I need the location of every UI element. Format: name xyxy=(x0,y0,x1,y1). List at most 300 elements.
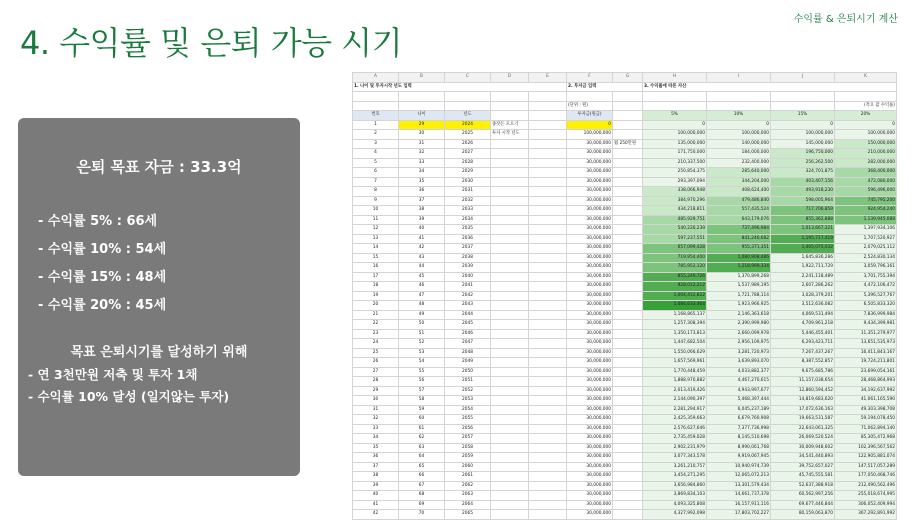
table-cell[interactable]: 0 xyxy=(771,120,835,130)
table-cell[interactable]: 210,000,000 xyxy=(835,149,897,159)
table-cell[interactable]: 30,000,000 xyxy=(567,215,613,225)
table-cell[interactable]: 30,000,000 xyxy=(567,187,613,197)
table-cell[interactable] xyxy=(529,424,567,434)
table-cell[interactable]: 855,362,888 xyxy=(771,215,835,225)
table-cell[interactable]: 58 xyxy=(399,396,445,406)
table-cell[interactable]: 35 xyxy=(353,443,399,453)
table-cell[interactable]: 344,204,000 xyxy=(707,177,771,187)
table-cell[interactable] xyxy=(613,320,643,330)
table-cell[interactable]: 4 xyxy=(353,149,399,159)
table-cell[interactable]: 1,195,717,419 xyxy=(771,234,835,244)
table-cell[interactable]: 2065 xyxy=(445,510,491,520)
table-cell[interactable]: 2,735,459,028 xyxy=(643,434,707,444)
table-cell[interactable]: 23,699,054,161 xyxy=(835,367,897,377)
table-cell[interactable]: 30,000,000 xyxy=(567,291,613,301)
table-cell[interactable]: 41 xyxy=(399,234,445,244)
table-cell[interactable]: 3,701,755,394 xyxy=(835,272,897,282)
table-cell[interactable] xyxy=(491,253,529,263)
table-cell[interactable]: 45,745,555,581 xyxy=(771,472,835,482)
table-cell[interactable]: 6,293,423,711 xyxy=(771,339,835,349)
table-cell[interactable]: 30,000,000 xyxy=(567,500,613,510)
table-cell[interactable]: 2056 xyxy=(445,424,491,434)
table-cell[interactable]: 26 xyxy=(353,358,399,368)
table-cell[interactable]: 855,249,726 xyxy=(643,272,707,282)
table-cell[interactable]: 2058 xyxy=(445,443,491,453)
table-cell[interactable]: 71,062,894,140 xyxy=(835,424,897,434)
table-cell[interactable]: 100,000,000 xyxy=(707,130,771,140)
table-cell[interactable]: 5,396,527,767 xyxy=(835,291,897,301)
table-cell[interactable] xyxy=(613,196,643,206)
table-cell[interactable]: 30,000,000 xyxy=(567,177,613,187)
table-cell[interactable]: 147,517,057,289 xyxy=(835,462,897,472)
table-cell[interactable]: 196,750,000 xyxy=(771,149,835,159)
table-cell[interactable]: 4,327,992,098 xyxy=(643,510,707,520)
table-cell[interactable]: 61 xyxy=(399,424,445,434)
table-cell[interactable]: 2047 xyxy=(445,339,491,349)
table-cell[interactable] xyxy=(613,491,643,501)
table-cell[interactable]: 17,072,636,163 xyxy=(771,405,835,415)
section-title[interactable]: 1. 나이 및 투자시작 년도 입력 xyxy=(353,82,567,92)
table-cell[interactable] xyxy=(613,215,643,225)
table-cell[interactable]: 2,079,025,112 xyxy=(835,244,897,254)
table-cell[interactable]: 2031 xyxy=(445,187,491,197)
table-cell[interactable]: 3,059,796,161 xyxy=(835,263,897,273)
table-cell[interactable]: 30,000,000 xyxy=(567,405,613,415)
table-cell[interactable]: 30,000,000 xyxy=(567,168,613,178)
table-cell[interactable]: 30,000,000 xyxy=(567,158,613,168)
rate-note[interactable]: (적요 값 수익률) xyxy=(835,101,897,111)
column-header[interactable]: G xyxy=(613,73,643,83)
table-cell[interactable] xyxy=(491,424,529,434)
table-cell[interactable]: 30,000,000 xyxy=(567,234,613,244)
table-cell[interactable] xyxy=(491,310,529,320)
table-cell[interactable]: 177,050,468,746 xyxy=(835,472,897,482)
table-cell[interactable]: 56 xyxy=(399,377,445,387)
table-cell[interactable]: 597,237,551 xyxy=(643,234,707,244)
table-cell[interactable]: 2025 xyxy=(445,130,491,140)
table-cell[interactable]: 2043 xyxy=(445,301,491,311)
table-cell[interactable] xyxy=(613,120,643,130)
table-cell[interactable]: 1,218,999,334 xyxy=(707,263,771,273)
table-cell[interactable]: 30,000,000 xyxy=(567,149,613,159)
table-cell[interactable]: 408,624,400 xyxy=(707,187,771,197)
table-cell[interactable] xyxy=(613,339,643,349)
table-cell[interactable] xyxy=(613,149,643,159)
table-cell[interactable]: 38 xyxy=(353,472,399,482)
table-cell[interactable]: 785,952,120 xyxy=(643,263,707,273)
table-cell[interactable]: 2061 xyxy=(445,472,491,482)
table-cell[interactable] xyxy=(613,310,643,320)
table-cell[interactable]: 30,000,000 xyxy=(567,396,613,406)
table-cell[interactable] xyxy=(491,329,529,339)
table-cell[interactable] xyxy=(613,177,643,187)
table-cell[interactable]: 37 xyxy=(353,462,399,472)
table-cell[interactable]: 737,496,984 xyxy=(707,225,771,235)
table-cell[interactable] xyxy=(491,168,529,178)
table-cell[interactable] xyxy=(529,396,567,406)
table-cell[interactable]: 3,028,379,201 xyxy=(771,291,835,301)
table-cell[interactable] xyxy=(529,405,567,415)
column-header[interactable]: K xyxy=(835,73,897,83)
table-cell[interactable]: 1 xyxy=(353,120,399,130)
table-cell[interactable] xyxy=(613,282,643,292)
table-cell[interactable] xyxy=(529,177,567,187)
table-cell[interactable]: 2053 xyxy=(445,396,491,406)
table-cell[interactable]: 171,750,000 xyxy=(643,149,707,159)
table-cell[interactable]: 51 xyxy=(399,329,445,339)
table-cell[interactable]: 55 xyxy=(399,367,445,377)
table-cell[interactable]: 1,013,667,321 xyxy=(771,225,835,235)
table-cell[interactable] xyxy=(613,510,643,520)
table-cell[interactable]: 월 250만원 xyxy=(613,139,643,149)
table-cell[interactable] xyxy=(613,130,643,140)
table-cell[interactable] xyxy=(529,377,567,387)
table-cell[interactable] xyxy=(491,177,529,187)
table-cell[interactable]: 596,496,000 xyxy=(835,187,897,197)
table-cell[interactable] xyxy=(491,377,529,387)
table-cell[interactable]: 30,000,000 xyxy=(567,263,613,273)
table-cell[interactable]: 21 xyxy=(353,310,399,320)
table-cell[interactable] xyxy=(529,168,567,178)
table-cell[interactable]: 2029 xyxy=(445,168,491,178)
table-cell[interactable] xyxy=(613,253,643,263)
unit-note[interactable]: (단위 : 원) xyxy=(567,101,613,111)
table-cell[interactable]: 2035 xyxy=(445,225,491,235)
table-cell[interactable]: 20 xyxy=(353,301,399,311)
table-cell[interactable]: 48 xyxy=(399,301,445,311)
section-title[interactable]: 2. 투자금 입력 xyxy=(567,82,643,92)
table-cell[interactable]: 30,000,000 xyxy=(567,462,613,472)
table-cell[interactable]: 64 xyxy=(399,453,445,463)
table-cell[interactable] xyxy=(529,253,567,263)
table-cell[interactable]: 719,954,400 xyxy=(643,253,707,263)
table-cell[interactable] xyxy=(491,234,529,244)
table-cell[interactable]: 68 xyxy=(399,491,445,501)
table-cell[interactable]: 2,956,109,975 xyxy=(707,339,771,349)
table-cell[interactable]: 52,637,388,918 xyxy=(771,481,835,491)
table-cell[interactable]: 28 xyxy=(353,377,399,387)
table-cell[interactable]: 4,033,882,377 xyxy=(707,367,771,377)
table-cell[interactable]: 30,000,000 xyxy=(567,320,613,330)
table-cell[interactable]: 39 xyxy=(399,215,445,225)
table-cell[interactable]: 57 xyxy=(399,386,445,396)
column-header[interactable]: D xyxy=(491,73,529,83)
table-cell[interactable]: 10,940,974,739 xyxy=(707,462,771,472)
table-cell[interactable] xyxy=(529,215,567,225)
column-header[interactable]: H xyxy=(643,73,707,83)
table-cell[interactable]: 59,194,078,450 xyxy=(835,415,897,425)
table-cell[interactable]: 2060 xyxy=(445,462,491,472)
table-cell[interactable]: 1,888,970,882 xyxy=(643,377,707,387)
table-cell[interactable] xyxy=(491,187,529,197)
table-cell[interactable] xyxy=(613,367,643,377)
table-cell[interactable] xyxy=(491,472,529,482)
table-cell[interactable]: 39,752,657,027 xyxy=(771,462,835,472)
table-cell[interactable] xyxy=(491,491,529,501)
table-cell[interactable]: 30,000,000 xyxy=(567,472,613,482)
table-cell[interactable]: 1,770,448,459 xyxy=(643,367,707,377)
table-cell[interactable]: 13 xyxy=(353,234,399,244)
table-cell[interactable]: 11,157,038,654 xyxy=(771,377,835,387)
table-cell[interactable] xyxy=(491,291,529,301)
table-cell[interactable]: 13,301,579,434 xyxy=(707,481,771,491)
table-cell[interactable]: 384,970,296 xyxy=(643,196,707,206)
table-cell[interactable]: 25 xyxy=(353,348,399,358)
table-cell[interactable]: 9,919,067,945 xyxy=(707,453,771,463)
table-cell[interactable] xyxy=(491,500,529,510)
table-cell[interactable] xyxy=(529,472,567,482)
table-cell[interactable]: 65 xyxy=(399,462,445,472)
table-cell[interactable]: 30,000,000 xyxy=(567,481,613,491)
table-cell[interactable]: 30,000,000 xyxy=(567,348,613,358)
column-header[interactable]: J xyxy=(771,73,835,83)
table-cell[interactable]: 30,000,000 xyxy=(567,301,613,311)
table-cell[interactable] xyxy=(491,244,529,254)
table-cell[interactable]: 1,139,945,088 xyxy=(835,215,897,225)
table-cell[interactable]: 1,350,173,813 xyxy=(643,329,707,339)
table-cell[interactable]: 30,000,000 xyxy=(567,329,613,339)
column-header[interactable]: B xyxy=(399,73,445,83)
table-cell[interactable]: 1,707,520,927 xyxy=(835,234,897,244)
table-cell[interactable]: 26,069,520,524 xyxy=(771,434,835,444)
table-cell[interactable]: 2052 xyxy=(445,386,491,396)
table-cell[interactable]: 11,351,279,977 xyxy=(835,329,897,339)
table-cell[interactable] xyxy=(491,481,529,491)
table-cell[interactable]: 15 xyxy=(353,253,399,263)
table-cell[interactable]: 30,000,000 xyxy=(567,415,613,425)
table-cell[interactable]: 1,657,569,961 xyxy=(643,358,707,368)
table-cell[interactable]: 479,486,840 xyxy=(707,196,771,206)
table-cell[interactable]: 19,724,211,801 xyxy=(835,358,897,368)
table-cell[interactable]: 1,922,711,729 xyxy=(771,263,835,273)
table-cell[interactable]: 3,639,893,070 xyxy=(707,358,771,368)
table-cell[interactable]: 485,929,751 xyxy=(643,215,707,225)
table-cell[interactable]: 928,012,212 xyxy=(643,282,707,292)
table-cell[interactable]: 434,218,811 xyxy=(643,206,707,216)
table-cell[interactable]: 2040 xyxy=(445,272,491,282)
table-cell[interactable]: 4,472,106,472 xyxy=(835,282,897,292)
table-cell[interactable]: 9 xyxy=(353,196,399,206)
table-cell[interactable]: 38 xyxy=(399,206,445,216)
table-cell[interactable] xyxy=(529,263,567,273)
table-cell[interactable] xyxy=(529,301,567,311)
table-cell[interactable]: 43 xyxy=(399,253,445,263)
table-cell[interactable]: 47 xyxy=(399,291,445,301)
table-cell[interactable] xyxy=(529,358,567,368)
table-cell[interactable]: 924,954,240 xyxy=(835,206,897,216)
table-cell[interactable]: 34 xyxy=(399,168,445,178)
table-cell[interactable]: 140,000,000 xyxy=(707,139,771,149)
table-cell[interactable] xyxy=(491,282,529,292)
table-cell[interactable]: 49 xyxy=(399,310,445,320)
table-cell[interactable]: 598,005,964 xyxy=(771,196,835,206)
table-cell[interactable] xyxy=(613,443,643,453)
table-cell[interactable]: 2049 xyxy=(445,358,491,368)
table-cell[interactable] xyxy=(491,415,529,425)
table-cell[interactable] xyxy=(529,158,567,168)
table-cell[interactable] xyxy=(491,320,529,330)
table-cell[interactable]: 2057 xyxy=(445,434,491,444)
table-cell[interactable] xyxy=(491,443,529,453)
table-cell[interactable]: 19,663,531,587 xyxy=(771,415,835,425)
table-cell[interactable]: 30,000,000 xyxy=(567,367,613,377)
table-cell[interactable]: 232,400,000 xyxy=(707,158,771,168)
table-cell[interactable]: 2064 xyxy=(445,500,491,510)
table-cell[interactable] xyxy=(491,158,529,168)
table-cell[interactable] xyxy=(491,367,529,377)
table-cell[interactable]: 23 xyxy=(353,329,399,339)
table-cell[interactable] xyxy=(613,329,643,339)
table-cell[interactable]: 50 xyxy=(399,320,445,330)
table-cell[interactable]: 2,144,090,397 xyxy=(643,396,707,406)
table-cell[interactable]: 32 xyxy=(353,415,399,425)
table-cell[interactable]: 540,226,239 xyxy=(643,225,707,235)
table-cell[interactable] xyxy=(613,396,643,406)
table-cell[interactable]: 35 xyxy=(399,177,445,187)
table-cell[interactable]: 30,000,000 xyxy=(567,434,613,444)
table-cell[interactable]: 16 xyxy=(353,263,399,273)
table-cell[interactable] xyxy=(613,472,643,482)
table-cell[interactable]: 66 xyxy=(399,472,445,482)
table-cell[interactable] xyxy=(613,187,643,197)
table-cell[interactable] xyxy=(529,386,567,396)
table-cell[interactable] xyxy=(613,424,643,434)
table-cell[interactable]: 3,281,720,973 xyxy=(707,348,771,358)
table-cell[interactable] xyxy=(529,367,567,377)
table-cell[interactable] xyxy=(613,158,643,168)
table-cell[interactable]: 2055 xyxy=(445,415,491,425)
table-cell[interactable]: 14,819,683,620 xyxy=(771,396,835,406)
table-cell[interactable]: 7 xyxy=(353,177,399,187)
table-cell[interactable]: 6,505,833,320 xyxy=(835,301,897,311)
table-cell[interactable]: 34,192,637,992 xyxy=(835,386,897,396)
table-cell[interactable]: 2048 xyxy=(445,348,491,358)
table-cell[interactable]: 85,305,472,968 xyxy=(835,434,897,444)
table-cell[interactable]: 30,000,000 xyxy=(567,386,613,396)
table-cell[interactable] xyxy=(613,386,643,396)
table-cell[interactable]: 8,387,552,857 xyxy=(771,358,835,368)
table-cell[interactable] xyxy=(491,206,529,216)
table-cell[interactable]: 2042 xyxy=(445,291,491,301)
table-cell[interactable]: 62 xyxy=(399,434,445,444)
table-cell[interactable]: 30,000,000 xyxy=(567,510,613,520)
table-cell[interactable] xyxy=(613,405,643,415)
table-cell[interactable]: 14,661,737,378 xyxy=(707,491,771,501)
table-cell[interactable]: 6 xyxy=(353,168,399,178)
table-cell[interactable]: 46 xyxy=(399,282,445,292)
table-cell[interactable]: 30 xyxy=(353,396,399,406)
table-cell[interactable]: 10 xyxy=(353,206,399,216)
table-cell[interactable]: 69,677,446,844 xyxy=(771,500,835,510)
table-cell[interactable] xyxy=(613,301,643,311)
table-cell[interactable] xyxy=(613,453,643,463)
table-cell[interactable] xyxy=(529,320,567,330)
table-cell[interactable]: 4,709,961,218 xyxy=(771,320,835,330)
table-cell[interactable]: 5,468,397,444 xyxy=(707,396,771,406)
table-cell[interactable]: 1,168,865,137 xyxy=(643,310,707,320)
table-cell[interactable]: 30,000,000 xyxy=(567,453,613,463)
table-cell[interactable]: 19 xyxy=(353,291,399,301)
table-cell[interactable] xyxy=(529,510,567,520)
table-cell[interactable]: 17,803,702,227 xyxy=(707,510,771,520)
table-cell[interactable] xyxy=(529,329,567,339)
head-label[interactable]: 투자금(원금) xyxy=(567,111,613,121)
table-cell[interactable]: 643,179,076 xyxy=(707,215,771,225)
table-cell[interactable]: 2032 xyxy=(445,196,491,206)
column-header[interactable]: A xyxy=(353,73,399,83)
table-cell[interactable]: 250,854,375 xyxy=(643,168,707,178)
table-cell[interactable]: 403,407,156 xyxy=(771,177,835,187)
table-cell[interactable]: 2,660,099,978 xyxy=(707,329,771,339)
table-cell[interactable]: 80,159,063,870 xyxy=(771,510,835,520)
table-cell[interactable]: 8,145,510,698 xyxy=(707,434,771,444)
table-cell[interactable]: 557,435,524 xyxy=(707,206,771,216)
table-cell[interactable] xyxy=(613,434,643,444)
table-cell[interactable] xyxy=(613,377,643,387)
table-cell[interactable]: 293,397,094 xyxy=(643,177,707,187)
table-cell[interactable]: 30 xyxy=(399,130,445,140)
table-cell[interactable]: 27 xyxy=(353,367,399,377)
table-cell[interactable]: 2038 xyxy=(445,253,491,263)
table-cell[interactable] xyxy=(613,225,643,235)
table-cell[interactable]: 212,490,562,496 xyxy=(835,481,897,491)
table-cell[interactable]: 3,512,636,082 xyxy=(771,301,835,311)
table-cell[interactable]: 100,000,000 xyxy=(643,130,707,140)
table-cell[interactable]: 2,902,231,979 xyxy=(643,443,707,453)
table-cell[interactable]: 30,000,000 xyxy=(567,196,613,206)
table-cell[interactable]: 30,000,000 xyxy=(567,491,613,501)
table-cell[interactable]: 2037 xyxy=(445,244,491,254)
table-cell[interactable]: 49,303,398,708 xyxy=(835,405,897,415)
head-label[interactable]: 번호 xyxy=(353,111,399,121)
table-cell[interactable]: 1,923,966,925 xyxy=(707,301,771,311)
table-cell[interactable] xyxy=(529,206,567,216)
table-cell[interactable]: 1,645,836,286 xyxy=(771,253,835,263)
table-cell[interactable]: 34 xyxy=(353,434,399,444)
table-cell[interactable] xyxy=(529,491,567,501)
head-label[interactable]: 나이 xyxy=(399,111,445,121)
table-cell[interactable] xyxy=(613,272,643,282)
table-cell[interactable]: 30,000,000 xyxy=(567,424,613,434)
table-cell[interactable]: 5 xyxy=(353,158,399,168)
table-cell[interactable]: 41,061,165,590 xyxy=(835,396,897,406)
table-cell[interactable]: 42 xyxy=(353,510,399,520)
table-cell[interactable] xyxy=(613,244,643,254)
column-header[interactable]: C xyxy=(445,73,491,83)
table-cell[interactable]: 2,390,999,980 xyxy=(707,320,771,330)
table-cell[interactable]: 2034 xyxy=(445,215,491,225)
head-label[interactable]: 15% xyxy=(771,111,835,121)
table-cell[interactable]: 69 xyxy=(399,500,445,510)
table-cell[interactable] xyxy=(613,206,643,216)
table-cell[interactable]: 28,468,864,993 xyxy=(835,377,897,387)
table-cell[interactable]: 54 xyxy=(399,358,445,368)
table-cell[interactable]: 1,370,899,268 xyxy=(707,272,771,282)
table-cell[interactable]: 30,000,000 xyxy=(567,253,613,263)
table-cell[interactable]: 2026 xyxy=(445,139,491,149)
table-cell[interactable]: 306,052,409,994 xyxy=(835,500,897,510)
table-cell[interactable]: 2,576,627,646 xyxy=(643,424,707,434)
table-cell[interactable]: 1,397,934,106 xyxy=(835,225,897,235)
table-cell[interactable]: 2,241,118,489 xyxy=(771,272,835,282)
table-cell[interactable] xyxy=(613,234,643,244)
table-cell[interactable]: 40 xyxy=(399,225,445,235)
table-cell[interactable] xyxy=(491,462,529,472)
table-cell[interactable] xyxy=(491,405,529,415)
table-cell[interactable] xyxy=(613,291,643,301)
column-header[interactable]: I xyxy=(707,73,771,83)
table-cell[interactable]: 0 xyxy=(707,120,771,130)
